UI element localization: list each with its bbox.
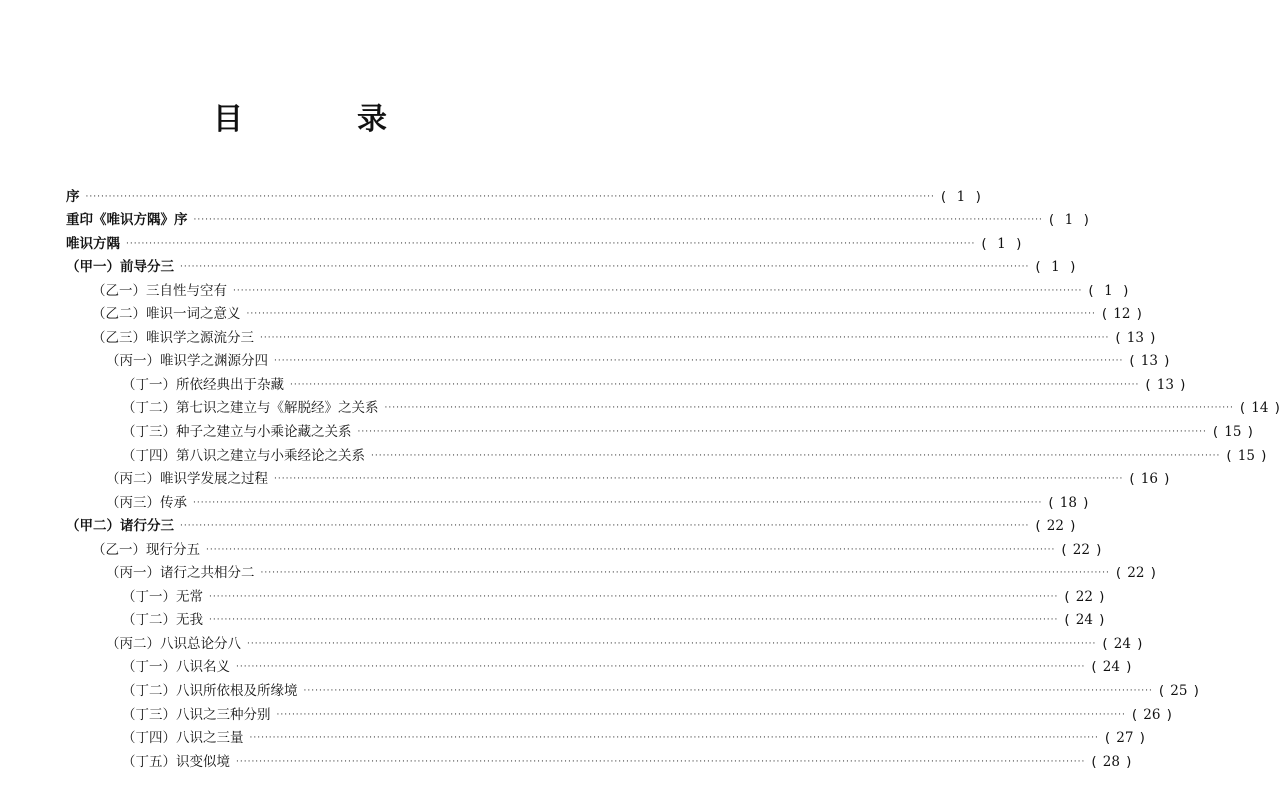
dot-leader: ···························································································································································································································· [260,568,1110,579]
dot-leader: ···························································································································································································································· [276,709,1126,720]
open-paren: ( [1035,259,1041,276]
dot-leader: ···························································································································································································································· [233,285,1083,296]
toc-page-number [1159,682,1199,700]
dot-leader: ···························································································································································································································· [249,733,1099,744]
page-number-value: 13 [1126,329,1144,346]
toc-entry[interactable] [66,276,1129,300]
toc-entry[interactable] [66,606,1105,630]
close-paren: ) [1099,612,1105,629]
page-number-value: 13 [1156,376,1174,393]
close-paren: ) [1123,282,1129,299]
open-paren: ( [1035,518,1041,535]
close-paren: ) [1083,212,1089,229]
open-paren: ( [1064,612,1070,629]
page-number-value: 26 [1143,706,1161,723]
close-paren: ) [1099,588,1105,605]
page-number-value: 22 [1127,565,1145,582]
toc-page-number [1091,658,1131,676]
open-paren: ( [1226,447,1232,464]
page-number-value: 15 [1237,447,1255,464]
toc-entry-label: （丁五）识变似境 [122,753,230,770]
close-paren: ) [1193,683,1199,700]
close-paren: ) [1180,376,1186,393]
page-number-value: 12 [1113,306,1131,323]
dot-leader: ···························································································································································································································· [274,356,1124,367]
open-paren: ( [1101,306,1108,323]
toc-entry-label: （甲二）诸行分三 [66,518,174,535]
toc-page-number [1088,282,1128,300]
dot-leader: ···························································································································································································································· [371,450,1221,461]
toc-entry-label: （丙二）唯识学发展之过程 [106,471,268,488]
toc-entry-label: （丙一）诸行之共相分二 [106,565,255,582]
open-paren: ( [1129,471,1135,488]
toc-entry-label: （丙一）唯识学之渊源分四 [106,353,268,370]
open-paren: ( [1064,588,1070,605]
open-paren: ( [1212,424,1219,441]
open-paren: ( [1104,730,1111,747]
page-number-value: 16 [1140,471,1158,488]
close-paren: ) [1070,259,1076,276]
dot-leader: ···························································································································································································································· [180,262,1030,273]
page-title: 目 录 [213,102,429,137]
toc-entry[interactable] [66,488,1089,512]
close-paren: ) [1126,659,1132,676]
dot-leader: ···························································································································································································································· [193,497,1043,508]
close-paren: ) [1137,635,1143,652]
close-paren: ) [1261,447,1267,464]
toc-entry[interactable] [66,582,1105,606]
toc-entry-label: （丁二）八识所依根及所缘境 [122,683,298,700]
open-paren: ( [981,235,987,252]
close-paren: ) [1164,353,1170,370]
toc-page-number [1091,753,1131,771]
page-number-value: 14 [1251,400,1269,417]
toc-entry-label: （丁四）八识之三量 [122,730,244,747]
page-number-value: 24 [1102,659,1120,676]
toc-entry-label: （丁三）八识之三种分别 [122,706,271,723]
dot-leader: ···························································································································································································································· [209,615,1059,626]
open-paren: ( [1158,683,1165,700]
open-paren: ( [940,188,947,205]
toc-page-number [1240,399,1280,417]
dot-leader: ···························································································································································································································· [357,427,1207,438]
open-paren: ( [1048,494,1054,511]
close-paren: ) [1096,541,1102,558]
page-number-value: 1 [956,188,966,205]
toc-entry-label: （乙一）现行分五 [92,541,200,558]
toc-page-number [1115,329,1155,347]
toc-page-number [1129,352,1169,370]
toc-page-number [1035,258,1075,276]
close-paren: ) [975,188,981,205]
toc-entry[interactable] [66,653,1132,677]
dot-leader: ···························································································································································································································· [274,474,1124,485]
toc-entry[interactable] [66,206,1089,230]
toc-entry-label: （丁一）所依经典出于杂藏 [122,376,284,393]
dot-leader: ···························································································································································································································· [246,309,1096,320]
close-paren: ) [1126,753,1132,770]
toc-entry[interactable] [66,724,1145,748]
open-paren: ( [1131,706,1138,723]
open-paren: ( [1088,282,1094,299]
toc-entry-label: （丁二）无我 [122,612,203,629]
toc-page-number [1064,611,1104,629]
toc-entry-label: （丁一）八识名义 [122,659,230,676]
toc-entry-label: （甲一）前导分三 [66,259,174,276]
dot-leader: ···························································································································································································································· [206,544,1056,555]
close-paren: ) [1070,518,1076,535]
toc-page-number [1132,706,1172,724]
toc-page-number [1129,470,1169,488]
toc-entry-label: （乙三）唯识学之源流分三 [92,329,254,346]
toc-entry[interactable] [66,347,1170,371]
open-paren: ( [1102,635,1108,652]
page-number-value: 15 [1224,424,1242,441]
dot-leader: ···························································································································································································································· [126,238,976,249]
open-paren: ( [1129,353,1135,370]
toc-page-number [1105,729,1145,747]
toc-entry[interactable] [66,676,1199,700]
page-number-value: 25 [1170,683,1188,700]
dot-leader: ···························································································································································································································· [193,215,1043,226]
page-number-value: 22 [1072,541,1090,558]
toc-entry[interactable] [66,535,1102,559]
toc-entry[interactable] [66,394,1280,418]
open-paren: ( [1115,565,1122,582]
toc-page-number [1213,423,1253,441]
close-paren: ) [1274,400,1280,417]
close-paren: ) [1247,424,1253,441]
close-paren: ) [1136,306,1142,323]
dot-leader: ···························································································································································································································· [384,403,1234,414]
toc-page-number [1035,517,1075,535]
toc-page-number [1102,305,1142,323]
toc-entry-label: 序 [66,188,80,205]
toc-page-number [981,235,1021,253]
page-number-value: 24 [1113,635,1131,652]
toc-entry[interactable] [66,441,1267,465]
close-paren: ) [1016,235,1022,252]
dot-leader: ···························································································································································································································· [209,591,1059,602]
toc-page-number [1145,376,1185,394]
page-number-value: 1 [1104,282,1113,299]
dot-leader: ···························································································································································································································· [236,756,1086,767]
toc-entry[interactable] [66,700,1172,724]
close-paren: ) [1150,565,1156,582]
toc-entry-label: 唯识方隅 [66,235,120,252]
close-paren: ) [1166,706,1172,723]
page-number-value: 13 [1140,353,1158,370]
toc-entry[interactable] [66,323,1156,347]
dot-leader: ···························································································································································································································· [180,521,1030,532]
page-number-value: 22 [1046,518,1064,535]
toc-entry[interactable] [66,417,1253,441]
open-paren: ( [1048,212,1055,229]
page-number-value: 24 [1075,612,1093,629]
open-paren: ( [1091,753,1097,770]
toc-entry[interactable] [66,300,1142,324]
toc-page-number [1116,564,1156,582]
toc-entry[interactable] [66,182,981,206]
toc-entry-label: （丁一）无常 [122,588,203,605]
toc-entry[interactable] [66,629,1143,653]
close-paren: ) [1150,329,1156,346]
open-paren: ( [1239,400,1246,417]
dot-leader: ···························································································································································································································· [290,379,1140,390]
toc-entry-label: 重印《唯识方隅》序 [66,212,188,229]
toc-page-number [1102,635,1142,653]
toc-entry-label: （丁二）第七识之建立与《解脱经》之关系 [122,400,379,417]
page-number-value: 1 [997,235,1006,252]
toc-entry-label: （丁四）第八识之建立与小乘经论之关系 [122,447,365,464]
toc-page-number [1064,588,1104,606]
toc-entry-label: （丙三）传承 [106,494,187,511]
toc-entry[interactable] [66,512,1076,536]
open-paren: ( [1091,659,1097,676]
page-number-value: 22 [1075,588,1093,605]
toc-page-number [1061,541,1101,559]
dot-leader: ···························································································································································································································· [303,686,1153,697]
toc-page-number [1226,447,1266,465]
toc-entry[interactable] [66,253,1076,277]
page-number-value: 28 [1102,753,1120,770]
toc-entry[interactable] [66,747,1132,771]
toc-page-number [1049,211,1089,229]
page-number-value: 1 [1051,259,1060,276]
dot-leader: ···························································································································································································································· [260,332,1110,343]
close-paren: ) [1083,494,1089,511]
toc-entry-label: （丁三）种子之建立与小乘论藏之关系 [122,424,352,441]
page-number-value: 27 [1116,730,1134,747]
toc-entry-label: （乙一）三自性与空有 [92,282,227,299]
toc-entry[interactable] [66,370,1186,394]
open-paren: ( [1061,541,1067,558]
dot-leader: ···························································································································································································································· [85,191,935,202]
page-number-value: 18 [1059,494,1077,511]
toc-page-number [941,188,981,206]
open-paren: ( [1145,376,1151,393]
toc-entry[interactable] [66,559,1156,583]
close-paren: ) [1139,730,1145,747]
toc-page-number [1048,494,1088,512]
toc-entry[interactable] [66,229,1022,253]
dot-leader: ···························································································································································································································· [247,638,1097,649]
table-of-contents [66,182,1280,771]
toc-entry-label: （乙二）唯识一词之意义 [92,306,241,323]
toc-entry[interactable] [66,465,1170,489]
open-paren: ( [1115,329,1121,346]
toc-entry-label: （丙二）八识总论分八 [106,635,241,652]
page-number-value: 1 [1064,212,1074,229]
close-paren: ) [1164,471,1170,488]
dot-leader: ···························································································································································································································· [236,662,1086,673]
